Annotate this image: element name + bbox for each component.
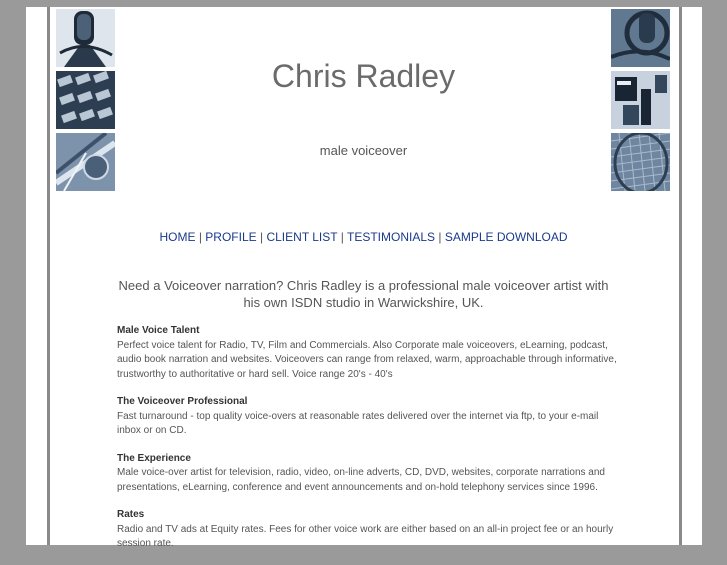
headphones-image <box>56 133 115 191</box>
nav-separator: | <box>438 230 442 244</box>
nav-client-list-link[interactable]: CLIENT LIST <box>266 230 338 244</box>
nav-separator: | <box>198 230 202 244</box>
microphone-image <box>56 9 115 67</box>
section-heading: Male Voice Talent <box>117 325 200 336</box>
section-heading: The Voiceover Professional <box>117 396 248 407</box>
content-sections <box>117 324 617 565</box>
nav-profile-link[interactable]: PROFILE <box>205 230 257 244</box>
section-heading: The Experience <box>117 452 191 464</box>
microphone-grille-image <box>611 133 670 191</box>
nav-testimonials-link[interactable]: TESTIMONIALS <box>346 230 435 244</box>
mixing-desk-image <box>56 71 115 129</box>
section-experience <box>117 452 617 496</box>
page-subtitle: male voiceover <box>319 143 408 158</box>
nav-sample-download-link[interactable]: SAMPLE DOWNLOAD <box>444 230 568 244</box>
equipment-rack-image <box>611 71 670 129</box>
section-body: Male voice-over artist for television, radio, video, on-line adverts, CD, DVD, websites, corporate narrations and presentations, eLearning, conference and event announcements and on-hold telephony services since 1996. <box>117 467 605 493</box>
top-band <box>0 0 727 7</box>
intro-text: Need a Voiceover narration? Chris Radley is a professional male voiceover artist with his own ISDN studio in Warwickshire, UK. <box>118 278 609 310</box>
section-body: Perfect voice talent for Radio, TV, Film and Commercials. Also Corporate male voiceovers, eLearning, podcast, audio book narration and websites. Voiceovers can range from relaxed, warm, approachable through informative, trustworthy to authoritative or hard sell. Voice range 20's - 40's <box>117 339 617 380</box>
microphone-stand-image <box>611 9 670 67</box>
section-voiceover-professional <box>117 395 617 439</box>
nav-home-link[interactable]: HOME <box>159 230 196 244</box>
section-body: Radio and TV ads at Equity rates. Fees for other voice work are either based on an all-in project fee or an hourly session rate. <box>117 523 614 549</box>
nav-separator: | <box>260 230 264 244</box>
page-title: Chris Radley <box>271 58 456 94</box>
main-nav <box>60 230 667 244</box>
section-heading: Rates <box>117 509 145 520</box>
section-male-voice-talent <box>117 324 617 382</box>
section-body: Fast turnaround - top quality voice-overs at reasonable rates delivered over the internet via ftp, to your e-mail inbox or on CD. <box>117 410 599 436</box>
nav-separator: | <box>340 230 344 244</box>
